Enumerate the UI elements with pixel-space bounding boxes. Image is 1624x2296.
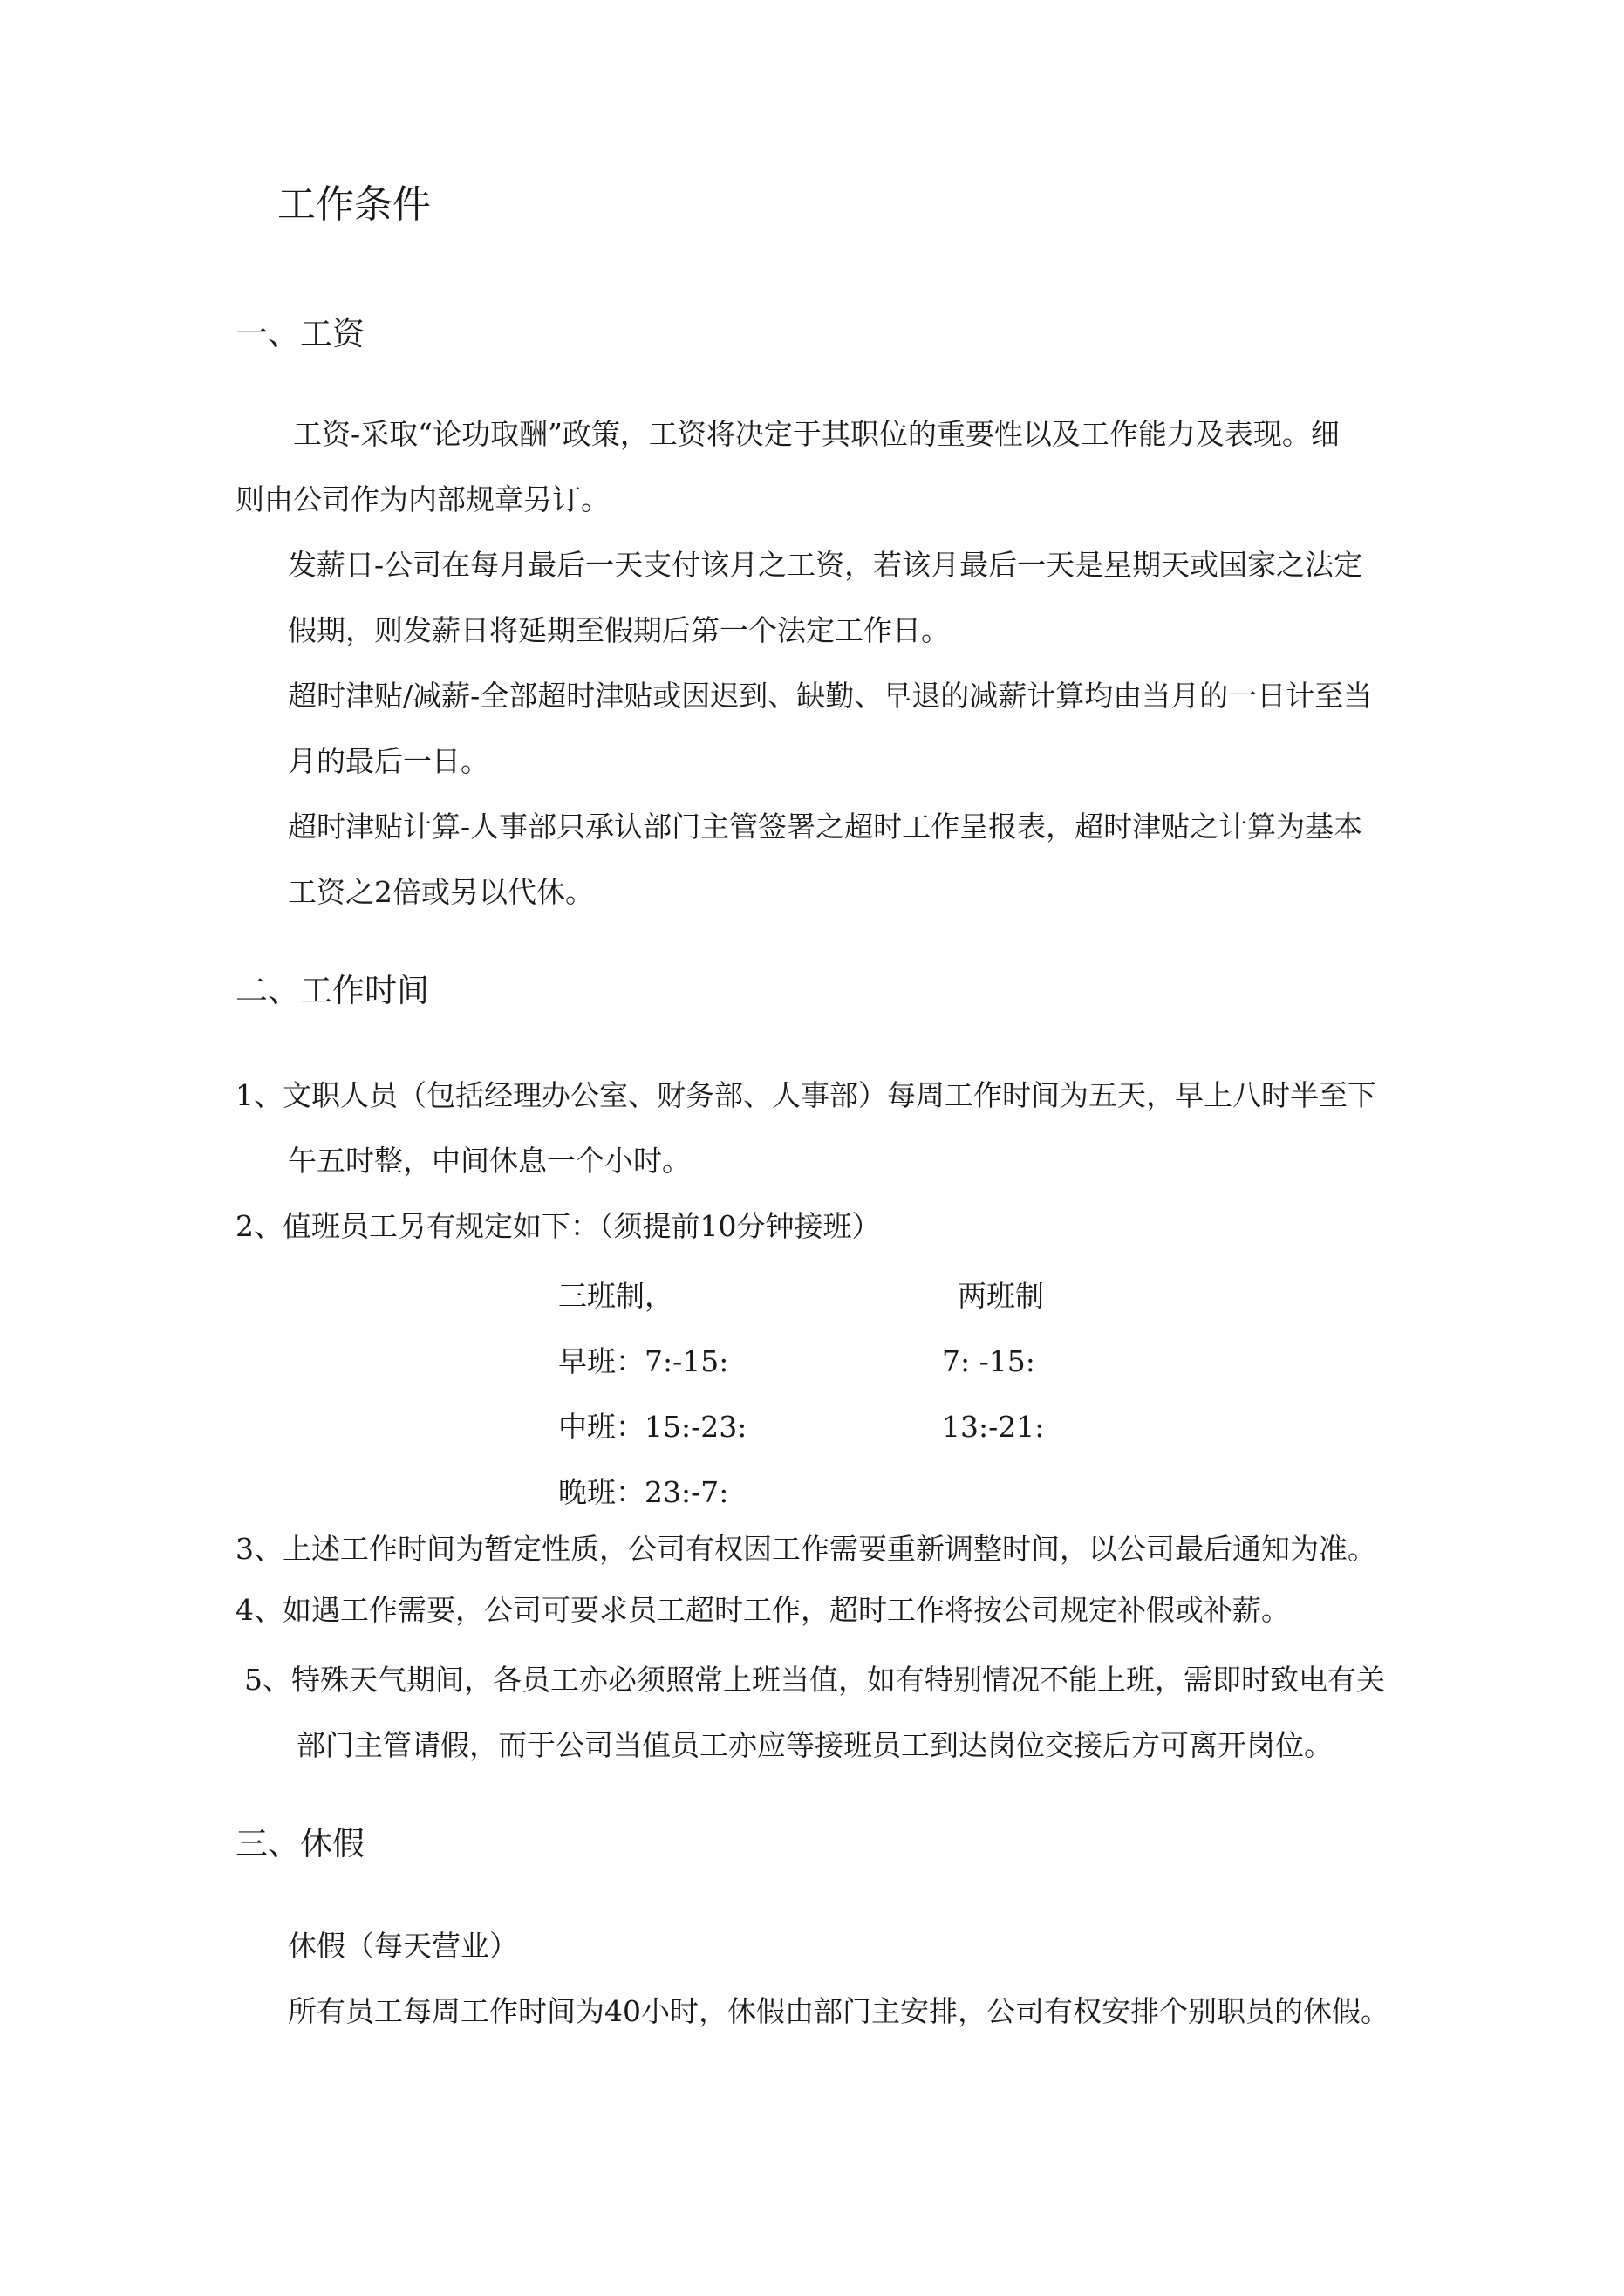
paragraph-line: 4、如遇工作需要，公司可要求员工超时工作，超时工作将按公司规定补假或补薪。 [235,1593,1290,1627]
paragraph-line: 3、上述工作时间为暂定性质，公司有权因工作需要重新调整时间，以公司最后通知为准。 [235,1532,1376,1566]
paragraph-line: 超时津贴计算-人事部只承认部门主管签署之超时工作呈报表，超时津贴之计算为基本 [288,810,1363,844]
shift-three-middle: 中班：15:-23: [558,1410,747,1444]
page-title: 工作条件 [277,182,431,227]
paragraph-line: 1、文职人员（包括经理办公室、财务部、人事部）每周工作时间为五天，早上八时半至下 [235,1078,1376,1112]
shift-two-early: 7: -15: [942,1344,1035,1378]
three-shift-label: 三班制， [558,1279,673,1313]
paragraph-line: 发薪日-公司在每月最后一天支付该月之工资，若该月最后一天是星期天或国家之法定 [288,548,1363,582]
section-heading-wages: 一、工资 [235,315,365,352]
shift-two-middle: 13:-21: [942,1410,1045,1444]
shift-three-early: 早班：7:-15: [558,1344,729,1378]
paragraph-line: 部门主管请假，而于公司当值员工亦应等接班员工到达岗位交接后方可离开岗位。 [297,1728,1333,1762]
paragraph-line: 2、值班员工另有规定如下：（须提前10分钟接班） [235,1209,881,1243]
section-heading-leave: 三、休假 [235,1825,365,1862]
shift-three-night: 晚班：23:-7: [558,1475,729,1509]
section-heading-work-hours: 二、工作时间 [235,972,429,1009]
paragraph-line: 午五时整，中间休息一个小时。 [288,1144,691,1178]
paragraph-line: 工资之2倍或另以代休。 [288,875,594,909]
paragraph-line: 则由公司作为内部规章另订。 [235,482,610,516]
two-shift-label: 两班制 [958,1279,1044,1313]
paragraph-line: 5、特殊天气期间，各员工亦必须照常上班当值，如有特别情况不能上班，需即时致电有关 [244,1663,1385,1697]
paragraph-line: 所有员工每周工作时间为40小时，休假由部门主安排，公司有权安排个别职员的休假。 [288,1994,1389,2028]
paragraph-line: 工资-采取“论功取酬”政策，工资将决定于其职位的重要性以及工作能力及表现。细 [293,417,1340,451]
paragraph-line: 假期，则发薪日将延期至假期后第一个法定工作日。 [288,613,950,647]
paragraph-line: 超时津贴/减薪-全部超时津贴或因迟到、缺勤、早退的减薪计算均由当月的一日计至当 [288,679,1373,713]
paragraph-line: 休假（每天营业） [288,1929,518,1963]
paragraph-line: 月的最后一日。 [288,744,489,778]
